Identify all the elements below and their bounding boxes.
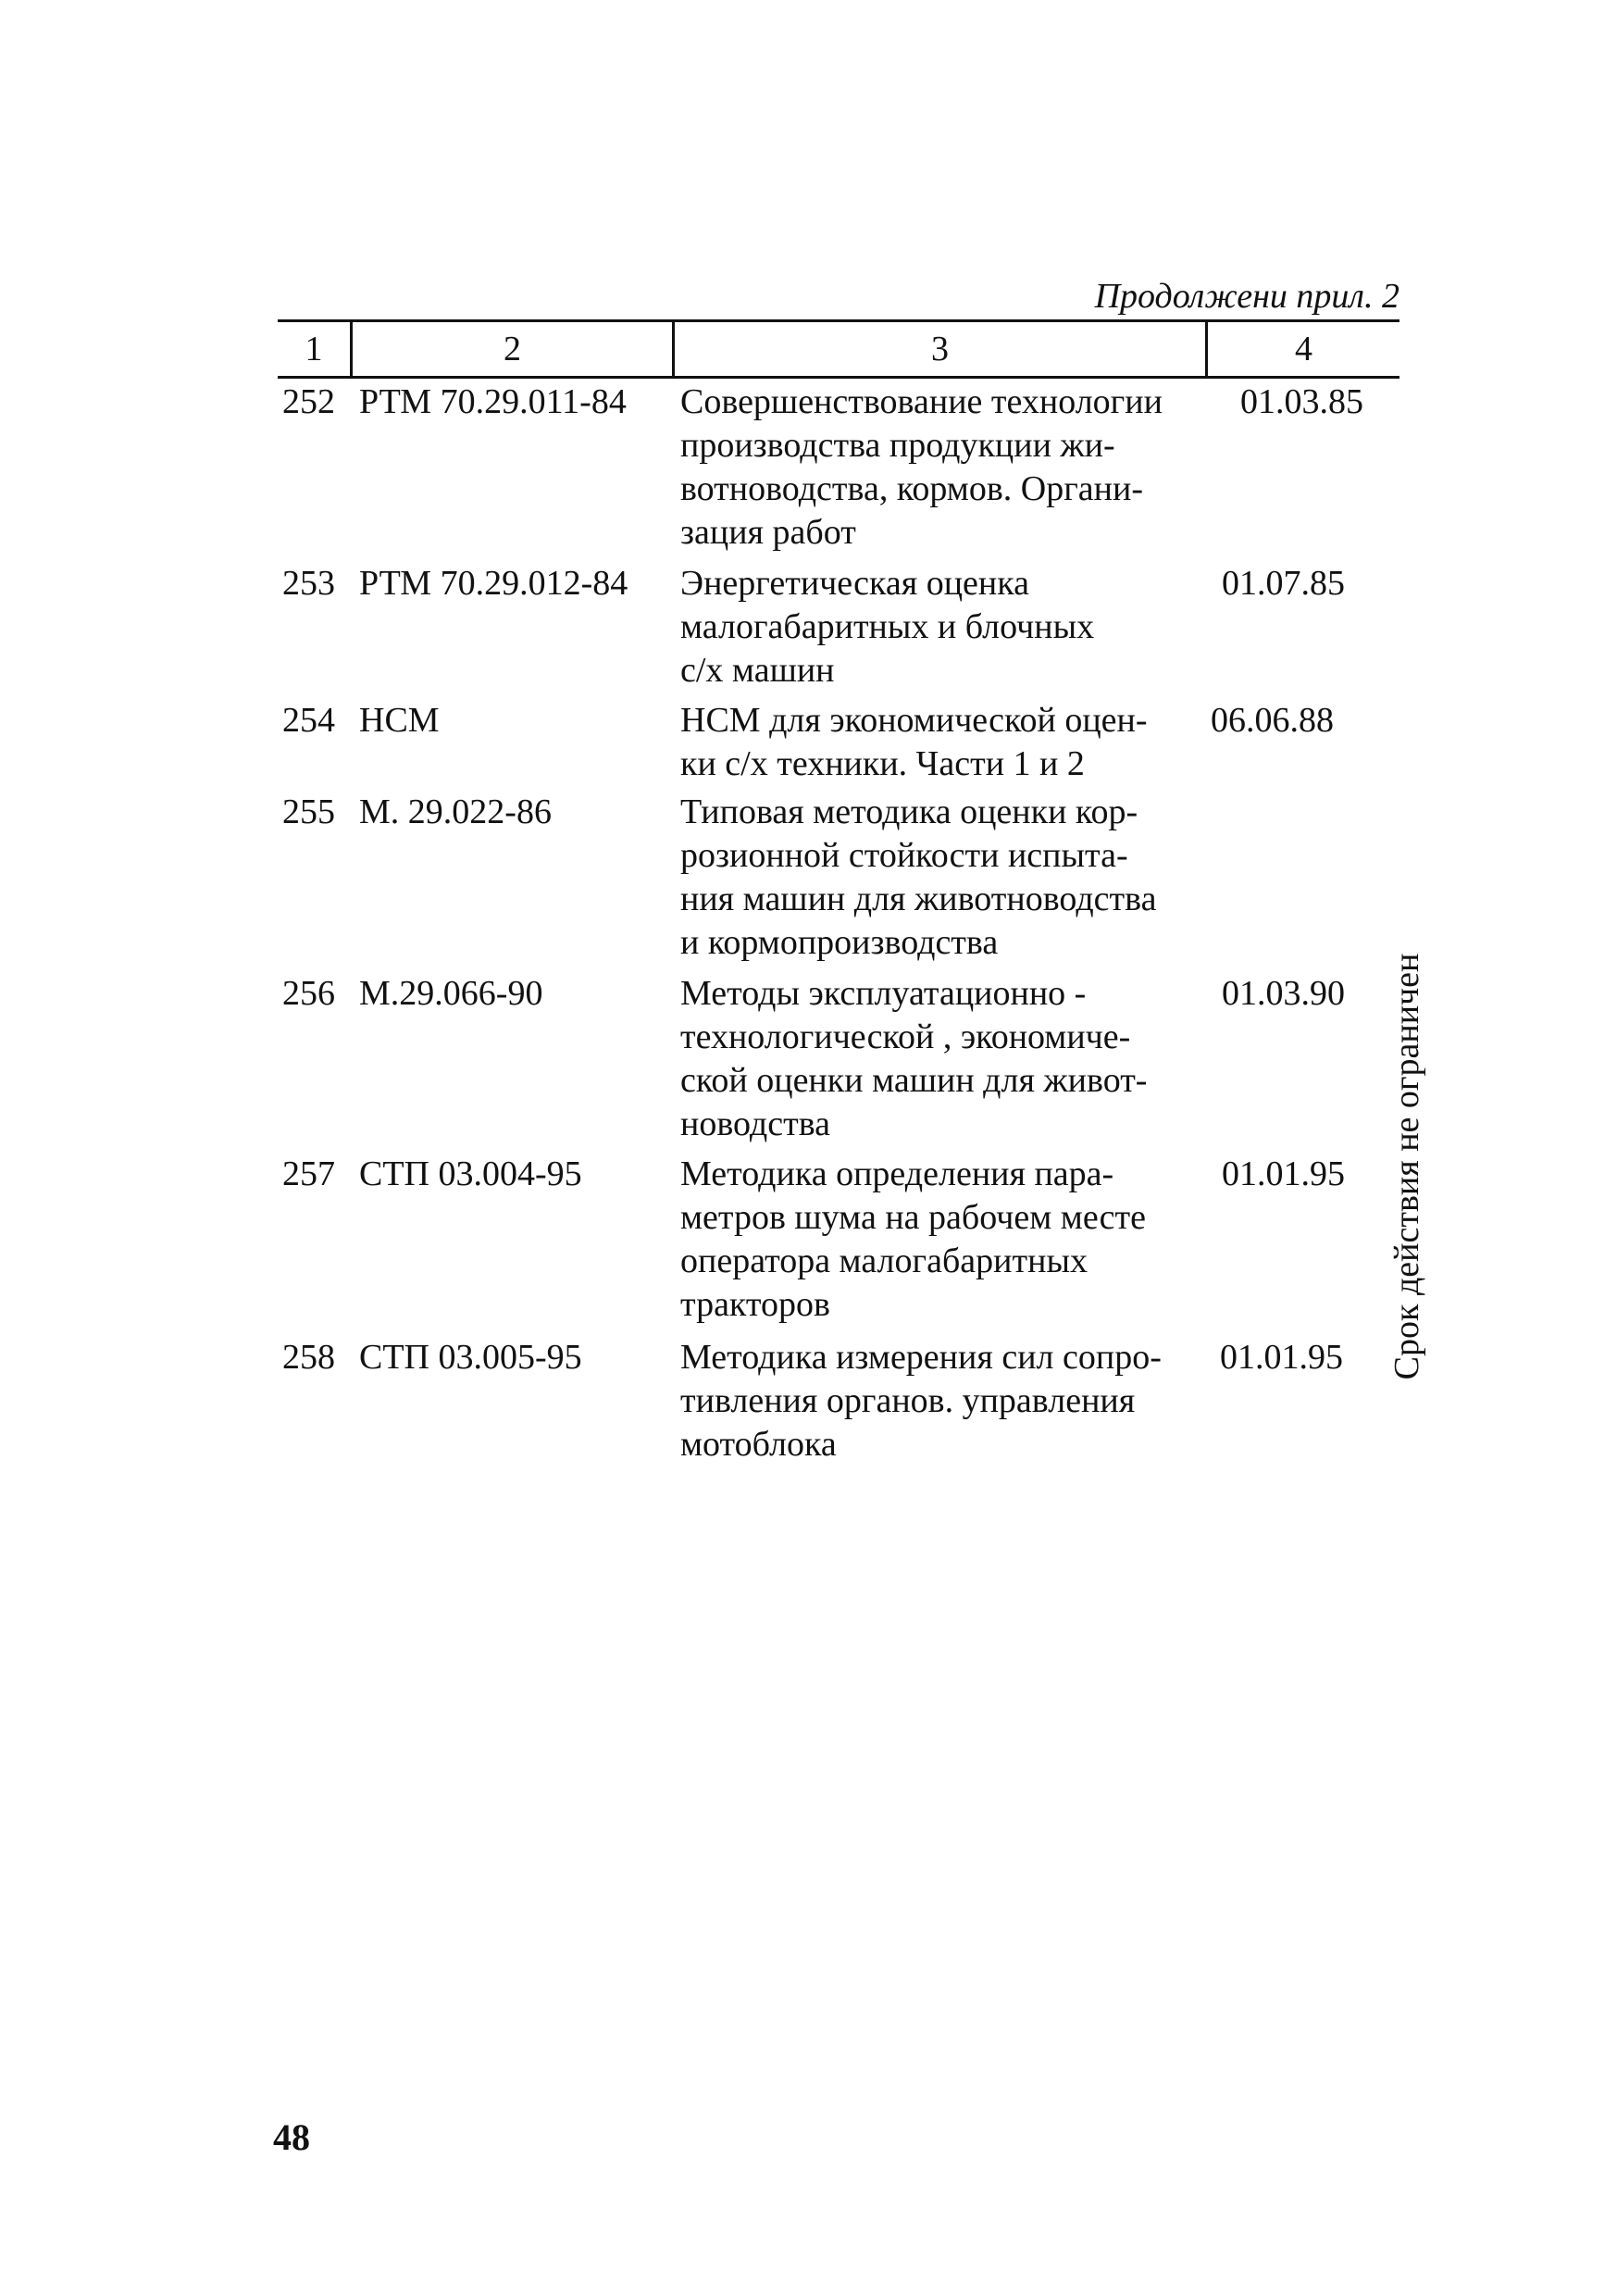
row-number: 255 <box>282 792 335 831</box>
title-line: производства продукции жи- <box>680 426 1115 465</box>
row-number: 252 <box>282 382 335 421</box>
column-header-3: 3 <box>931 330 949 368</box>
document-title <box>680 1336 1199 1466</box>
row-number: 254 <box>282 701 335 740</box>
column-header-4: 4 <box>1295 330 1312 368</box>
title-line: тивления органов. управления <box>680 1381 1136 1420</box>
continuation-caption: Продолжени прил. 2 <box>1094 277 1399 316</box>
effective-date: 06.06.88 <box>1211 701 1334 740</box>
title-line: оператора малогабаритных <box>680 1242 1088 1280</box>
row-number: 257 <box>282 1154 335 1193</box>
title-line: зация работ <box>680 513 856 552</box>
row-number: 253 <box>282 564 335 603</box>
title-line: технологической , экономиче- <box>680 1017 1131 1056</box>
document-title <box>680 699 1199 786</box>
effective-date: 01.03.90 <box>1222 974 1345 1013</box>
title-line: с/х машин <box>680 651 835 690</box>
document-title <box>680 1153 1199 1327</box>
document-code: СТП 03.004-95 <box>359 1154 582 1193</box>
document-code: РТМ 70.29.011-84 <box>359 382 627 421</box>
document-title <box>680 381 1199 555</box>
column-header-1: 1 <box>305 330 323 368</box>
title-line: метров шума на рабочем месте <box>680 1198 1146 1237</box>
standards-table <box>278 319 1399 1464</box>
title-line: розионной стойкости испыта- <box>680 836 1128 875</box>
title-line: Совершенствование технологии <box>680 382 1163 421</box>
column-header-2: 2 <box>504 330 521 368</box>
title-line: Методика определения пара- <box>680 1154 1114 1193</box>
document-title <box>680 791 1199 965</box>
row-number: 256 <box>282 974 335 1013</box>
title-line: Методы эксплуатационно - <box>680 974 1087 1013</box>
title-line: ской оценки машин для живот- <box>680 1061 1148 1100</box>
title-line: Методика измерения сил сопро- <box>680 1338 1162 1377</box>
document-code: М. 29.022-86 <box>359 792 552 831</box>
title-line: ния машин для животноводства <box>680 880 1157 918</box>
document-code: СТП 03.005-95 <box>359 1338 582 1377</box>
effective-date: 01.01.95 <box>1222 1154 1345 1193</box>
title-line: и кормопроизводства <box>680 923 999 962</box>
title-line: Типовая методика оценки кор- <box>680 792 1138 831</box>
document-code: М.29.066-90 <box>359 974 543 1013</box>
title-line: НСМ для экономической оцен- <box>680 701 1148 740</box>
title-line: вотноводства, кормов. Органи- <box>680 469 1143 508</box>
document-title <box>680 972 1199 1146</box>
effective-date: 01.07.85 <box>1222 564 1345 603</box>
effective-date: 01.03.85 <box>1240 382 1363 421</box>
title-line: новодства <box>680 1104 831 1143</box>
table-header <box>278 319 1399 379</box>
title-line: тракторов <box>680 1285 830 1324</box>
row-number: 258 <box>282 1338 335 1377</box>
page-number: 48 <box>273 2116 310 2158</box>
title-line: ки с/х техники. Части 1 и 2 <box>680 744 1085 783</box>
title-line: Энергетическая оценка <box>680 564 1029 603</box>
document-title <box>680 562 1199 693</box>
title-line: малогабаритных и блочных <box>680 607 1095 646</box>
document-code: РТМ 70.29.012-84 <box>359 564 628 603</box>
document-code: НСМ <box>359 701 440 740</box>
effective-date: 01.01.95 <box>1220 1338 1343 1377</box>
validity-note-text: Срок действия не ограничен <box>1387 953 1426 1380</box>
title-line: мотоблока <box>680 1425 837 1464</box>
